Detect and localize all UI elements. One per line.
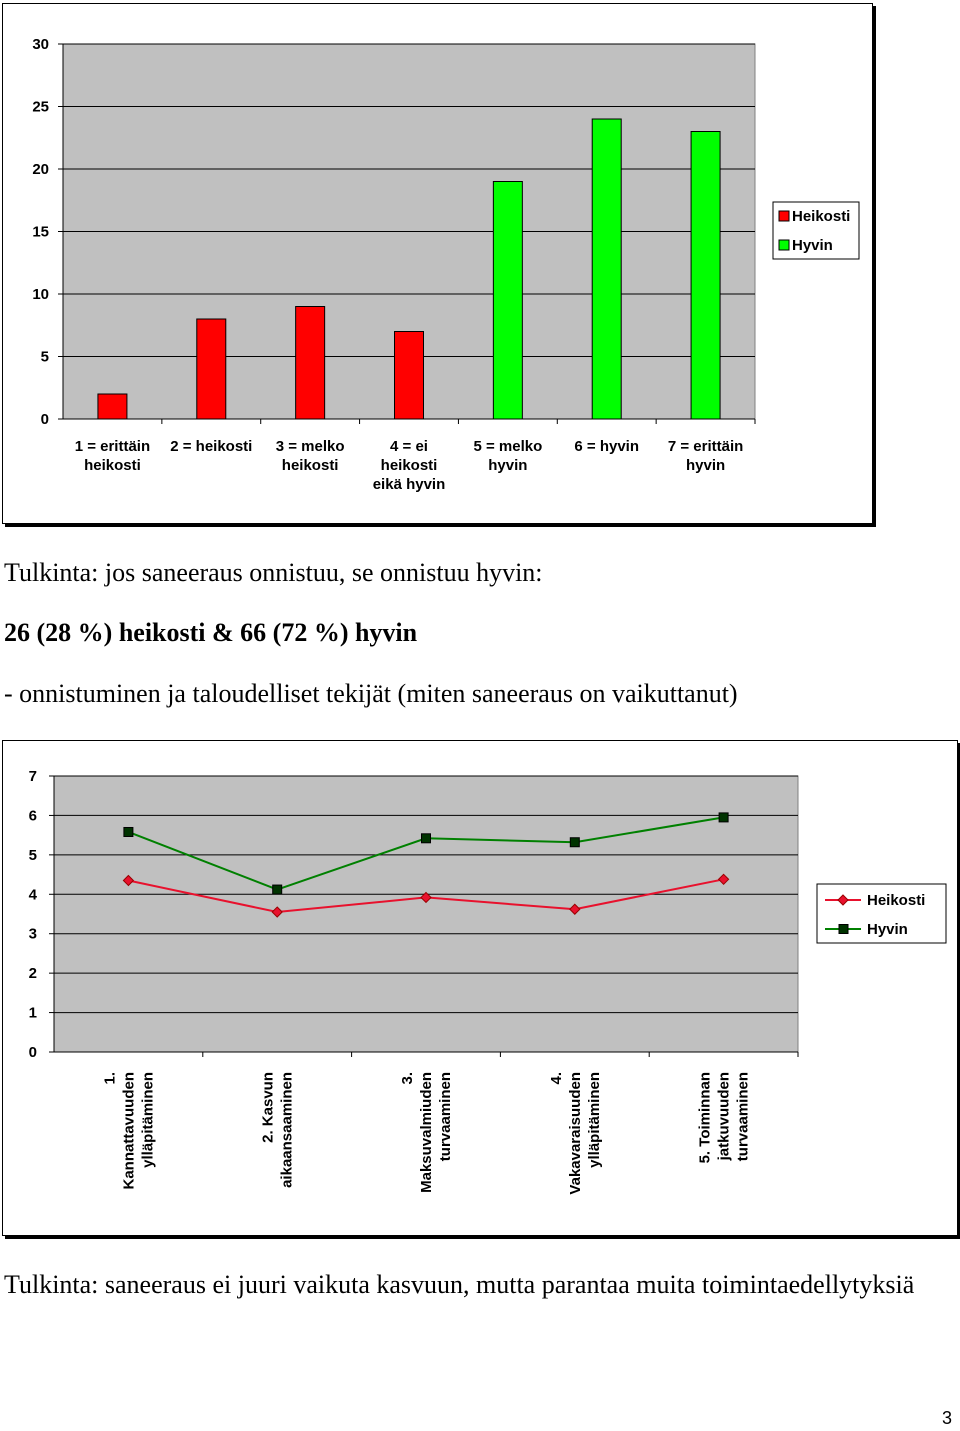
y-tick-label: 25 (32, 98, 49, 116)
line-chart-svg (3, 741, 957, 1235)
legend-swatch (779, 211, 789, 221)
data-point (422, 834, 431, 843)
interpretation-text-1: Tulkinta: jos saneeraus onnistuu, se onnistuu hyvin: (4, 558, 543, 587)
section-heading: - onnistuminen ja taloudelliset tekijät (miten saneeraus on vaikuttanut) (4, 679, 738, 708)
y-tick-label: 0 (28, 1044, 37, 1061)
legend-swatch (779, 240, 789, 250)
x-tick-label: 4 = ei heikosti eikä hyvin (372, 438, 446, 493)
x-tick-label: 3 = melko heikosti (275, 438, 345, 474)
summary-text: 26 (28 %) heikosti & 66 (72 %) hyvin (4, 618, 418, 647)
y-tick-label: 20 (32, 161, 49, 178)
interpretation-text-2: Tulkinta: saneeraus ei juuri vaikuta kasvuun, mutta parantaa muita toimintaedellytyksiä (4, 1270, 915, 1299)
plot-area (54, 776, 798, 1052)
y-tick-label: 2 (28, 965, 37, 983)
y-tick-label: 4 (28, 886, 37, 904)
x-tick-label (101, 1072, 156, 1190)
bar (197, 319, 226, 419)
x-tick-label-text: 1. Kannattavuuden ylläpitäminen (101, 1072, 157, 1190)
x-tick-label (697, 1072, 752, 1163)
data-point (570, 838, 579, 847)
legend-label: Hyvin (792, 237, 833, 254)
y-tick-label: 7 (28, 768, 37, 785)
x-tick-label-text: 5. Toiminnan jatkuvuuden turvaaminen (696, 1072, 752, 1164)
legend-marker (839, 925, 848, 934)
bar (592, 119, 621, 419)
x-tick-label: 1 = erittäin heikosti (74, 438, 151, 474)
y-tick-label: 30 (32, 36, 49, 53)
x-tick-label: 2 = heikosti (170, 438, 253, 455)
x-tick-label-text: 2. Kasvun aikaansaaminen (259, 1072, 296, 1188)
bar-chart (2, 3, 873, 524)
legend-label: Heikosti (867, 892, 926, 909)
bar (395, 332, 424, 420)
y-tick-label: 6 (28, 807, 37, 825)
bar (98, 394, 127, 419)
x-tick-label: 7 = erittäin hyvin (667, 438, 744, 474)
legend-label: Hyvin (867, 921, 908, 938)
data-point (719, 813, 728, 822)
y-tick-label: 10 (32, 286, 49, 303)
y-tick-label: 15 (32, 223, 49, 241)
x-tick-label-text: 3. Maksuvalmiuden turvaaminen (399, 1072, 454, 1193)
data-point (273, 885, 282, 894)
line-chart (2, 740, 958, 1236)
y-tick-label: 3 (28, 925, 37, 943)
x-tick-label: 5 = melko hyvin (473, 438, 543, 474)
x-tick-label (399, 1072, 454, 1193)
page-number: 3 (941, 1408, 952, 1428)
legend (817, 884, 946, 943)
y-tick-label: 0 (40, 411, 49, 428)
x-tick-label (260, 1072, 296, 1188)
bar (493, 182, 522, 420)
bar-chart-svg (3, 4, 872, 523)
x-tick-label (548, 1072, 603, 1195)
y-tick-label: 5 (28, 846, 37, 864)
y-tick-label: 5 (40, 348, 49, 366)
legend-label: Heikosti (792, 208, 851, 225)
bar (691, 132, 720, 420)
bar (296, 307, 325, 420)
x-tick-label-text: 4. Vakavaraisuuden ylläpitäminen (547, 1072, 603, 1195)
data-point (124, 827, 133, 836)
x-tick-label: 6 = hyvin (574, 438, 640, 455)
legend (773, 202, 859, 259)
y-tick-label: 1 (28, 1004, 37, 1022)
